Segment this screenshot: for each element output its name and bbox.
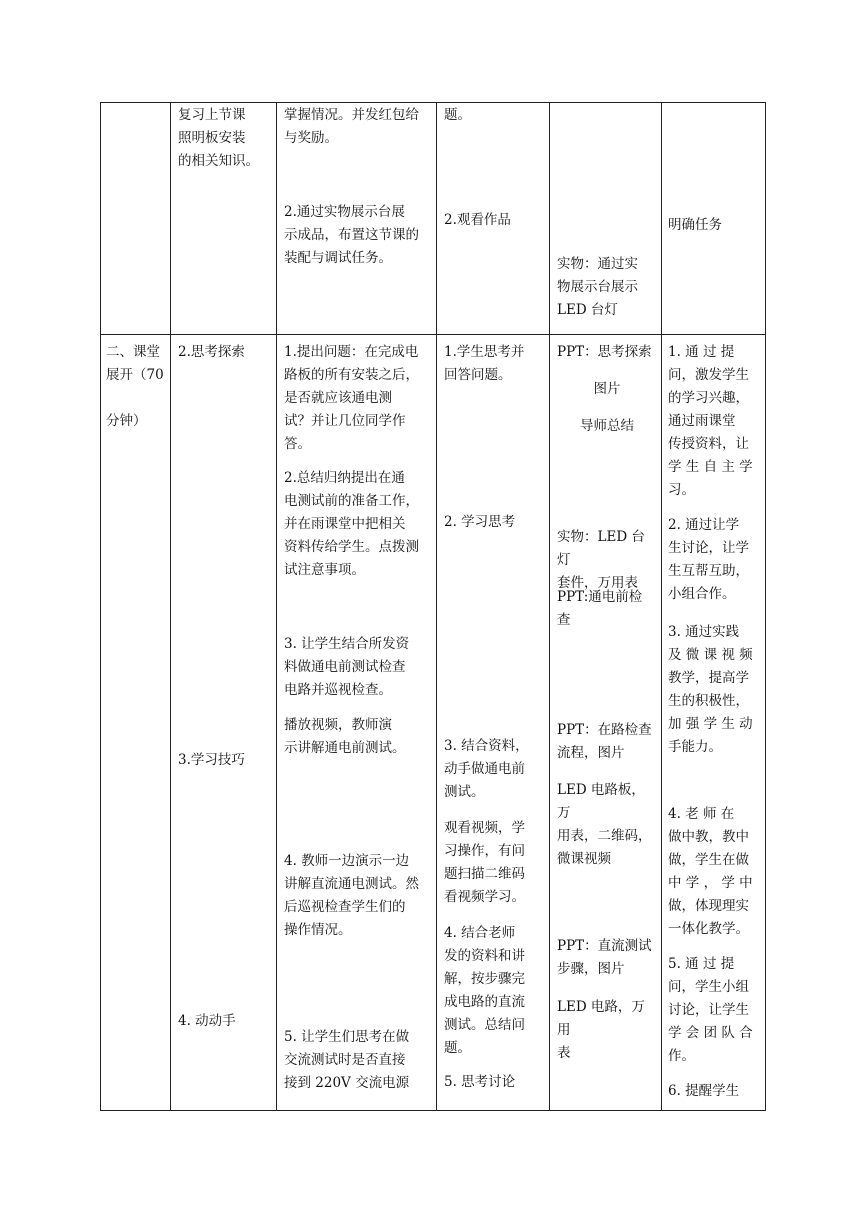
- row2-intent-e: 5. 通 过 提 问，学生小组 讨论，让学生 学 会 团 队 合 作。: [668, 956, 753, 1064]
- table-row-divider: [100, 334, 766, 335]
- row2-resource-i: LED 电路，万用 表: [557, 999, 645, 1061]
- table-border-top: [100, 102, 766, 103]
- table-border-bottom: [100, 1110, 766, 1111]
- row2-student-activity-b: 2. 学习思考: [444, 514, 516, 530]
- row2-resource-e: PPT:通电前检 查: [557, 589, 643, 628]
- row2-intent-b: 2. 通过让学 生讨论，让学 生互帮互助， 小组合作。: [668, 517, 749, 602]
- row2-student-activity-c: 3. 结合资料， 动手做通电前 测试。: [444, 738, 529, 800]
- row2-student-activity-f: 5. 思考讨论: [444, 1074, 516, 1090]
- row2-teacher-activity-c: 3. 让学生结合所发资 料做通电前测试检查 电路并巡视检查。: [284, 636, 410, 698]
- table-col-divider-3: [436, 102, 437, 1111]
- row2-resource-f: PPT：在路检查 流程，图片: [557, 722, 652, 761]
- row2-teacher-activity-d: 播放视频，教师演 示讲解通电前测试。: [284, 717, 406, 756]
- row2-resource-a: PPT：思考探索: [557, 344, 652, 360]
- table-col-divider-1: [170, 102, 171, 1111]
- row2-resource-d: 实物：LED 台灯 套件，万用表: [557, 529, 645, 591]
- row1-student-activity-b: 2.观看作品: [444, 212, 511, 228]
- table-border-left: [100, 102, 101, 1111]
- row2-intent-c: 3. 通过实践 及 微 课 视 频 教学，提高学 生的积极性， 加 强 学 生 动 手能力。: [668, 624, 753, 755]
- row2-stage-cell: 二、课堂 展开（70 分钟）: [106, 344, 164, 429]
- row2-content-b: 3.学习技巧: [178, 752, 245, 768]
- row2-teacher-activity-a: 1.提出问题：在完成电 路板的所有安装之后， 是否就应该通电测 试？并让几位同学作 答。: [284, 344, 419, 452]
- row2-intent-a: 1. 通 过 提 问，激发学生 的学习兴趣， 通过雨课堂 传授资料，让 学 生 自 主 学 习。: [668, 344, 753, 498]
- row1-resources-cell: 实物：通过实 物展示台展示 LED 台灯: [557, 256, 638, 318]
- table-col-divider-2: [276, 102, 277, 1111]
- row1-teacher-activity-a: 掌握情况。并发红包给 与奖励。: [284, 107, 419, 146]
- table-col-divider-4: [549, 102, 550, 1111]
- row2-resource-g: LED 电路板，万 用表，二维码， 微课视频: [557, 782, 652, 867]
- row1-content-cell: 复习上节课 照明板安装 的相关知识。: [178, 107, 259, 169]
- row2-resource-b: 图片: [593, 381, 621, 397]
- row2-intent-f: 6. 提醒学生: [668, 1083, 740, 1099]
- table-col-divider-5: [661, 102, 662, 1111]
- row2-teacher-activity-e: 4. 教师一边演示一边 讲解直流通电测试。然 后巡视检查学生们的 操作情况。: [284, 853, 419, 938]
- row2-teacher-activity-b: 2.总结归纳提出在通 电测试前的准备工作， 并在雨课堂中把相关 资料传给学生。点拨测 试注意事项。: [284, 470, 419, 578]
- row1-intent-cell: 明确任务: [668, 217, 722, 233]
- row2-content-c: 4. 动动手: [178, 1013, 236, 1029]
- row1-teacher-activity-b: 2.通过实物展示台展 示成品，布置这节课的 装配与调试任务。: [284, 204, 419, 266]
- row2-content-a: 2.思考探索: [178, 344, 245, 360]
- row1-student-activity-a: 题。: [444, 107, 471, 123]
- row2-student-activity-e: 4. 结合老师 发的资料和讲 解，按步骤完 成电路的直流 测试。总结问 题。: [444, 925, 525, 1056]
- row2-resource-c: 导师总结: [580, 418, 634, 434]
- row2-intent-d: 4. 老 师 在 做中教，教中 做，学生在做 中 学 ， 学 中 做，体现理实 一体化教学。: [668, 806, 753, 937]
- table-border-right: [765, 102, 766, 1111]
- row2-student-activity-d: 观看视频，学 习操作，有问 题扫描二维码 看视频学习。: [444, 820, 525, 905]
- row2-resource-h: PPT：直流测试 步骤，图片: [557, 938, 652, 977]
- row2-teacher-activity-f: 5. 让学生们思考在做 交流测试时是否直接 接到 220V 交流电源: [284, 1029, 410, 1091]
- row2-student-activity-a: 1.学生思考并 回答问题。: [444, 344, 525, 383]
